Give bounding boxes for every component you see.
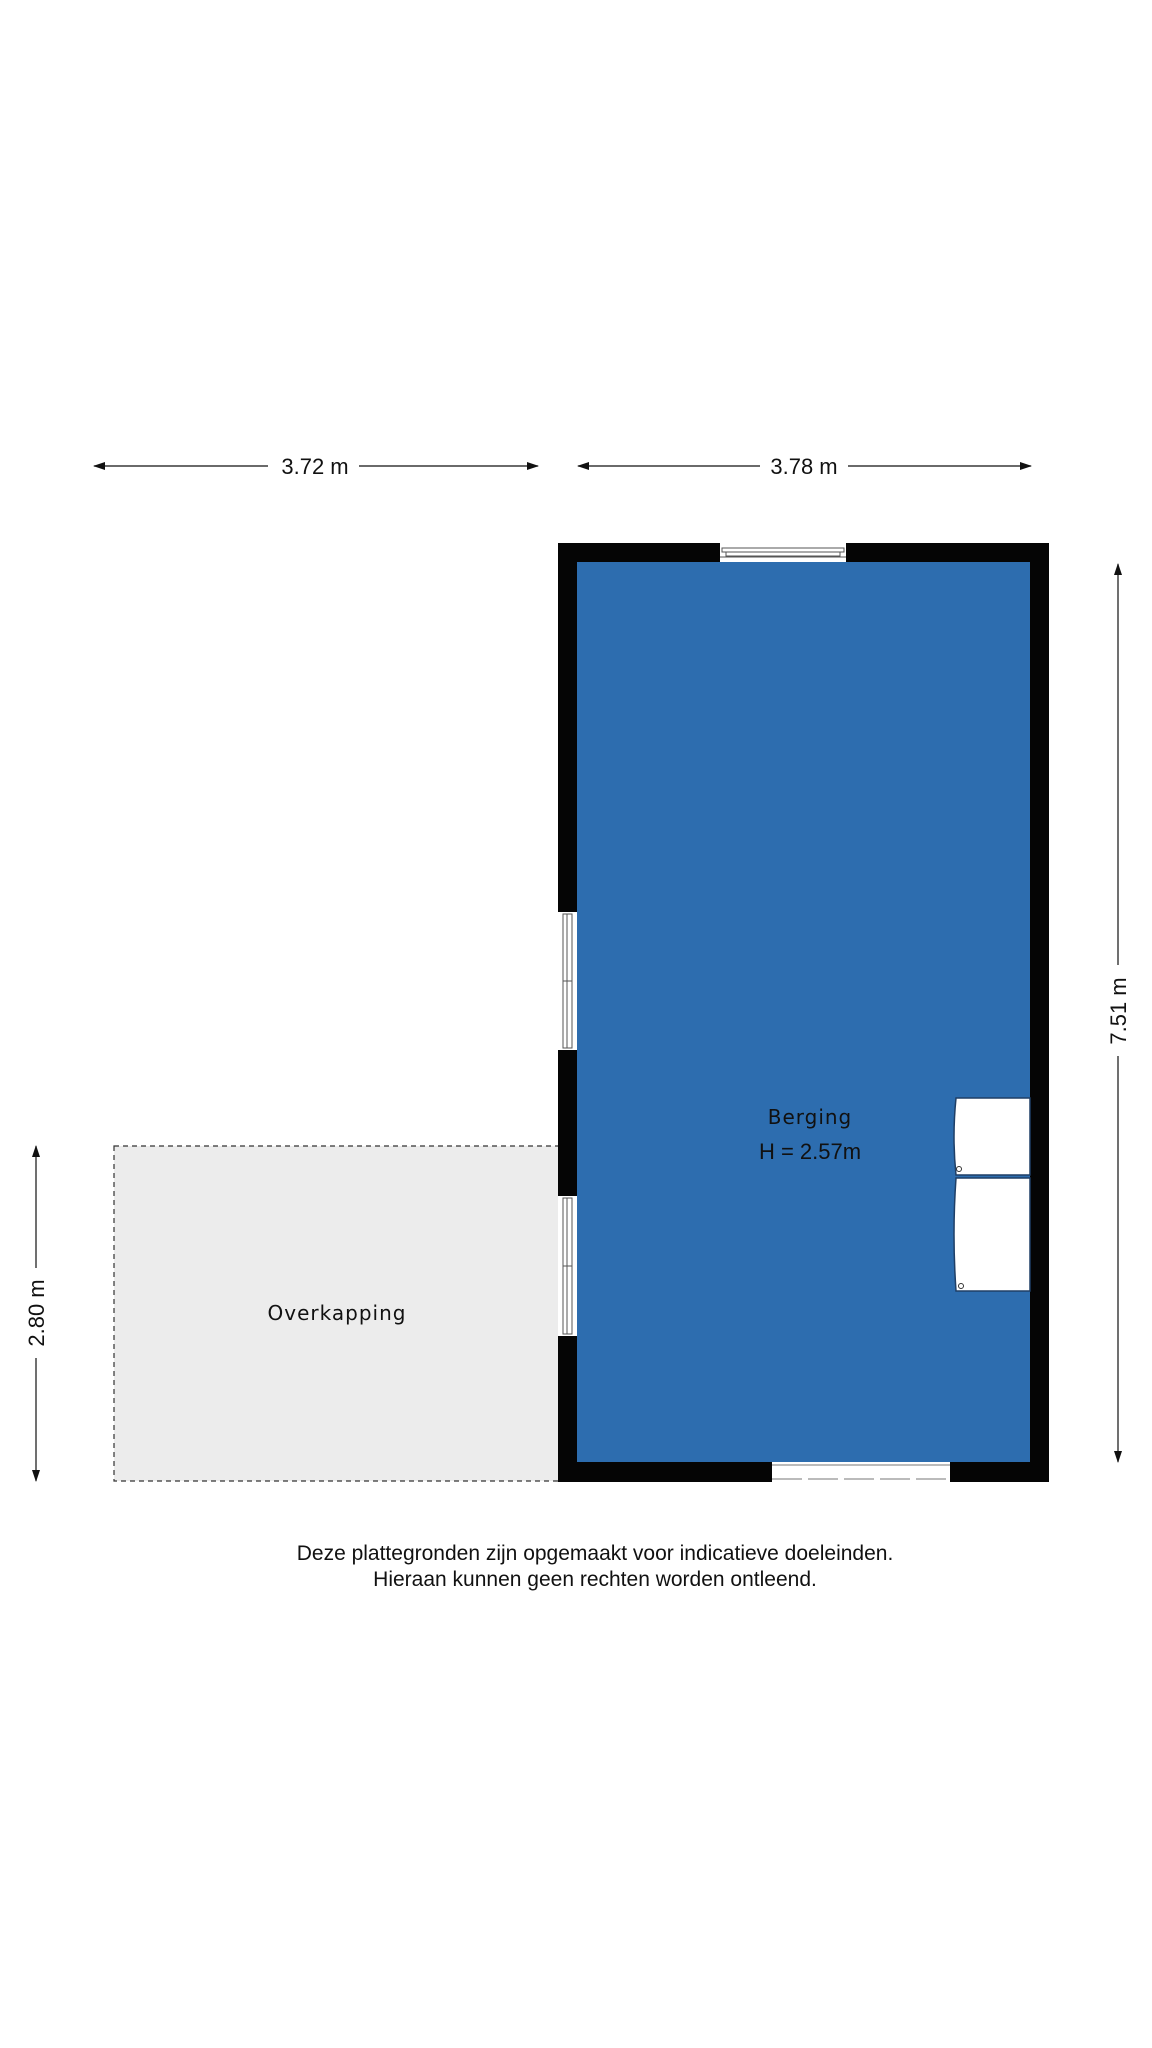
overkapping-label: Overkapping bbox=[267, 1301, 407, 1325]
disclaimer-line-2: Hieraan kunnen geen rechten worden ontleend. bbox=[373, 1568, 817, 1591]
overkapping-area bbox=[114, 1146, 560, 1481]
berging-floor bbox=[577, 562, 1030, 1462]
dimension-label: 3.72 m bbox=[281, 454, 349, 479]
dimension-label: 2.80 m bbox=[24, 1279, 49, 1347]
dimension-right bbox=[1106, 564, 1131, 1462]
dimension-top-right bbox=[578, 454, 1031, 479]
disclaimer-line-1: Deze plattegronden zijn opgemaakt voor indicatieve doeleinden. bbox=[296, 1542, 894, 1565]
dimension-top-left bbox=[94, 454, 538, 479]
cabinet-upper bbox=[954, 1098, 1030, 1175]
storage-cabinets bbox=[954, 1098, 1030, 1291]
cabinet-lower bbox=[954, 1178, 1030, 1291]
top-window bbox=[720, 543, 846, 562]
berging-label: Berging bbox=[767, 1105, 853, 1129]
dimension-left bbox=[24, 1146, 49, 1481]
berging-height-label: H = 2.57m bbox=[758, 1139, 862, 1164]
left-window-lower bbox=[558, 1196, 577, 1336]
bottom-doors bbox=[772, 1462, 950, 1482]
berging-room bbox=[558, 543, 1049, 1482]
dimension-label: 3.78 m bbox=[770, 454, 838, 479]
left-window-upper bbox=[558, 912, 577, 1050]
dimension-label: 7.51 m bbox=[1106, 977, 1131, 1045]
